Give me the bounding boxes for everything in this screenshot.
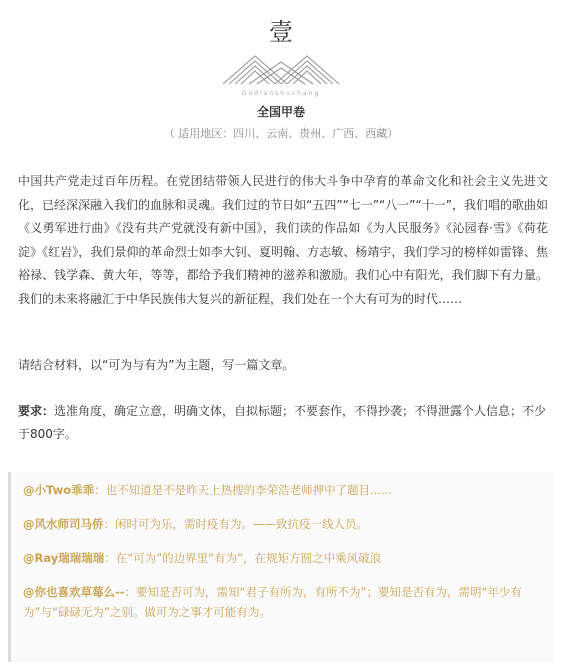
comment-user[interactable]: @Ray瑞瑞瑞瑞 xyxy=(23,551,105,565)
logo-subtext: Gudianshuchang xyxy=(241,90,321,97)
mountains-icon xyxy=(219,48,343,88)
requirements-label: 要求： xyxy=(18,404,55,418)
comment-text: ：也不知道是不是昨天上热搜的李荣浩老师押中了题目...... xyxy=(94,483,393,497)
exam-title: 全国甲卷 xyxy=(256,105,305,119)
comment-text: ：在“可为”的边界里“有为”，在规矩方圆之中乘风破浪 xyxy=(104,551,382,565)
comment-text: ：闲时可为乐，需时疫有为。——致抗疫一线人员。 xyxy=(103,517,368,531)
comment-block xyxy=(8,472,554,662)
comment-item xyxy=(23,582,544,622)
comment-text: ：要知是否可为，需知“君子有所为，有所不为”；要知是否有为，需明“年少有为”与“碌碌无为”之别。做可为之事才可能有为。 xyxy=(23,585,522,619)
requirements xyxy=(18,400,548,446)
comment-user[interactable]: @你也喜欢草莓么-- xyxy=(23,585,125,599)
comment-item xyxy=(23,514,544,534)
exam-regions: （ 适用地区：四川、云南、贵州、广西、西藏） xyxy=(163,127,399,140)
comment-item xyxy=(23,480,544,500)
comment-user[interactable]: @小Two乖乖 xyxy=(23,483,95,497)
comment-user[interactable]: @风水师司马侨 xyxy=(23,517,104,531)
comment-item xyxy=(23,548,544,568)
task-instruction: 请结合材料，以“可为与有为”为主题，写一篇文章。 xyxy=(18,358,295,372)
section-logo xyxy=(0,18,562,97)
material-paragraph: 中国共产党走过百年历程。在党团结带领人民进行的伟大斗争中孕育的革命文化和社会主义先进文化，已经深深融入我们的血脉和灵魂。我们过的节日如“五四”“七一”“八一”“十一”，我们唱的歌曲如《义勇军进行曲》《没有共产党就没有新中国》，我们读的作品如《为人民服务》《沁园春·雪》《荷花淀》《红岩》，我们景仰的革命烈士如李大钊、夏明翰、方志敏、杨靖宇，我们学习的榜样如雷锋、焦裕禄、钱学森、黄大年，等等，都给予我们精神的滋养和激励。我们心中有阳光，我们脚下有力量。我们的未来将融汇于中华民族伟大复兴的新征程，我们处在一个大有可为的时代…… xyxy=(18,174,548,306)
logo-character: 壹 xyxy=(269,18,293,46)
requirements-text: 选准角度，确定立意，明确文体，自拟标题；不要套作，不得抄袭；不得泄露个人信息；不少于800字。 xyxy=(18,404,547,441)
